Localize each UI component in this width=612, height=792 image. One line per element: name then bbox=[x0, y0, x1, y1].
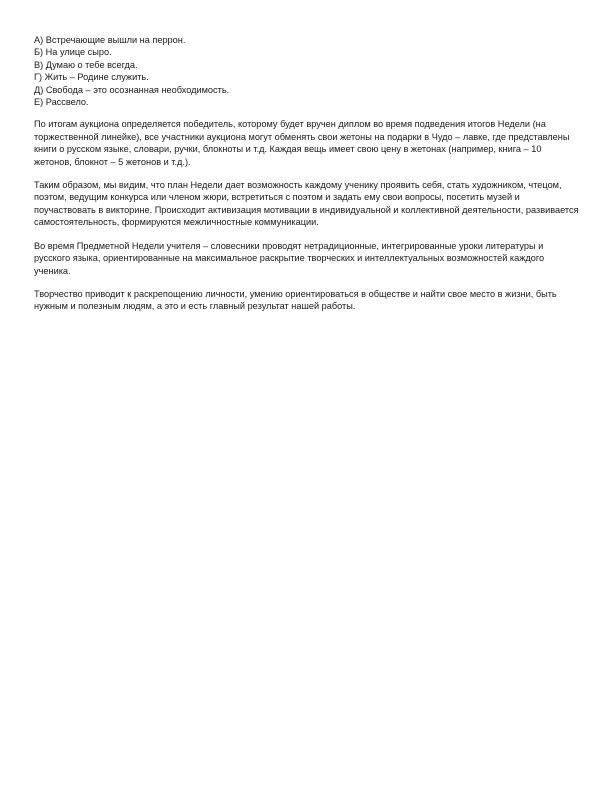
document-body bbox=[34, 34, 579, 313]
list-item: Е) Рассвело. bbox=[34, 97, 89, 108]
list-item: Д) Свобода – это осознанная необходимость. bbox=[34, 84, 230, 95]
paragraph-lessons: Во время Предметной Недели учителя – словесники проводят нетрадиционные, интегрированные уроки литературы и русского языка, ориентированные на максимальное раскрытие творческих и интеллектуальных возможностей каждого ученика. bbox=[34, 240, 545, 276]
list-item: А) Встречающие вышли на перрон. bbox=[34, 35, 186, 45]
list-item: Г) Жить – Родине служить. bbox=[34, 72, 149, 83]
paragraph-conclusion: Творчество приводит к раскрепощению личности, умению ориентироваться в обществе и найти свое место в жизни, быть нужным и полезным людям, а это и есть главный результат нашей работы. bbox=[34, 288, 557, 312]
list-item: В) Думаю о тебе всегда. bbox=[34, 59, 138, 70]
example-sentence-list bbox=[34, 34, 579, 108]
paragraph-auction-results: По итогам аукциона определяется победитель, которому будет вручен диплом во время подведения итогов Недели (на торжественной линейке), все участники аукциона могут обменять свои жетоны на подарки в Чудо – лавке, где представлены книги о русском языке, словари, ручки, блокноты и т.д. Каждая вещь имеет свою цену в жетонах (например, книга – 10 жетонов, блокнот – 5 жетонов и т.д.). bbox=[34, 119, 570, 167]
list-item: Б) На улице сыро. bbox=[34, 47, 112, 58]
paragraph-week-plan: Таким образом, мы видим, что план Недели дает возможность каждому ученику проявить себя, стать художником, чтецом, поэтом, ведущим конкурса или членом жюри, встретиться с поэтом и задать ему свои вопросы, посетить музей и поучаствовать в викторине. Происходит активизация мотивации в индивидуальной и коллективной деятельности, развивается самостоятельность, формируются межличностные коммуникации. bbox=[34, 180, 579, 228]
